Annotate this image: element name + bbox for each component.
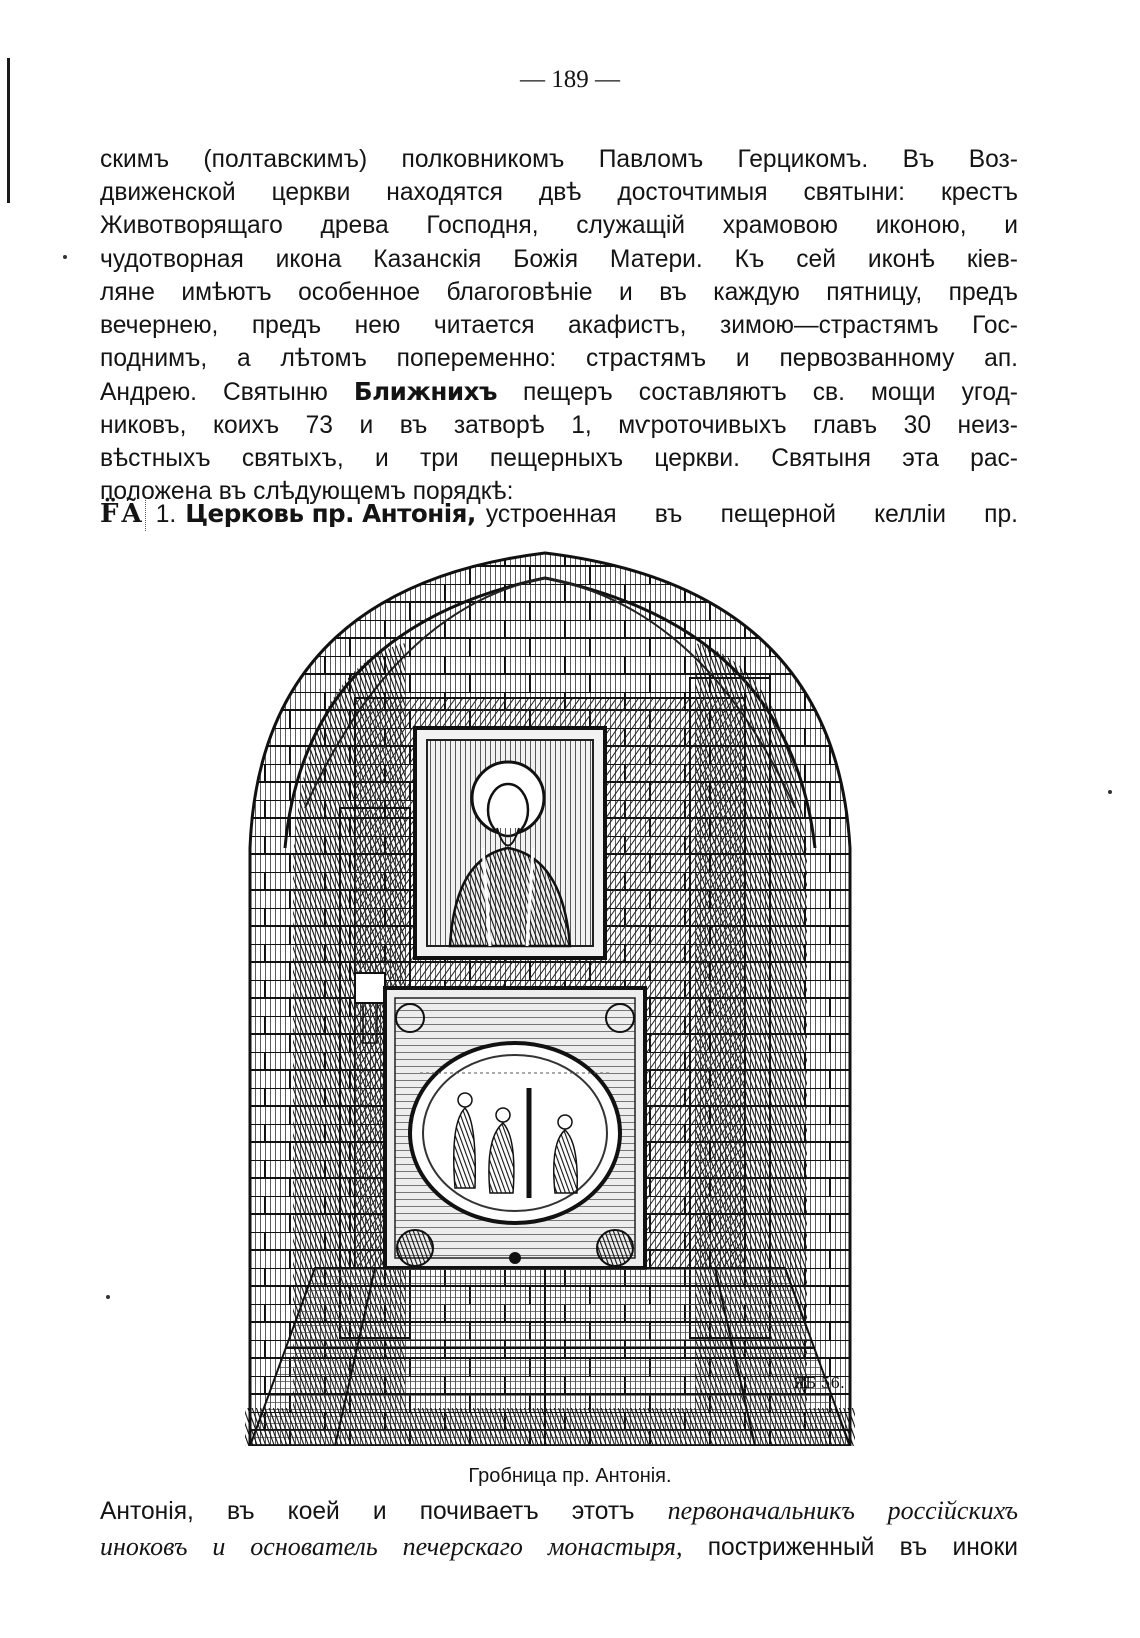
scan-speck: [106, 1295, 110, 1299]
text-line: положена въ слѣдующемъ порядкѣ:: [100, 477, 514, 505]
item-number: 1.: [155, 501, 177, 528]
text-run: пещеръ составляютъ св. мощи угод-: [523, 379, 1018, 407]
scan-speck: [63, 255, 67, 259]
text-line: [100, 1493, 1018, 1529]
figure-caption: Гробница пр. Антонiя.: [468, 1465, 672, 1487]
text-line: движенской церкви находятся двѣ досточтимыя святыни: крестъ: [100, 179, 1018, 207]
item-title: Церковь пр. Антонiя,: [185, 499, 476, 528]
text-line: скимъ (полтавскимъ) полковникомъ Павломъ Герцикомъ. Въ Воз-: [100, 146, 1018, 173]
engraver-signature: ЯБ 56.: [793, 1374, 845, 1392]
continuation-paragraph: [100, 1493, 1018, 1565]
item-text: устроенная въ пещерной келлiи пр.: [485, 501, 1018, 528]
text-line: ляне имѣютъ особенное благоговѣнiе и въ каждую пятницу, предъ: [100, 278, 1018, 306]
body-paragraph: [100, 143, 1018, 508]
text-line: вѣстныхъ святыхъ, и три пещерныхъ церкви. Святыня эта рас-: [100, 444, 1018, 472]
italic-phrase: иноковъ и основатель печерскаго монастыря,: [100, 1532, 683, 1561]
numbered-item: [100, 497, 1018, 531]
text-run: постриженный въ иноки: [707, 1534, 1018, 1561]
text-line: вечернею, предъ нею читается акафистъ, зимою—страстямъ Гос-: [100, 311, 1018, 339]
engraving-tomb-of-antony: [245, 548, 855, 1446]
margin-mark: F̈ Ã: [100, 498, 146, 531]
text-line: поднимъ, а лѣтомъ попеременно: страстямъ и первозванному ап.: [100, 345, 1018, 373]
text-line: Животворящаго древа Господня, служащій храмовою иконою, и: [100, 212, 1018, 240]
page-number: — 189 —: [520, 66, 620, 93]
scan-speck: [1108, 790, 1112, 794]
text-run: Антонiя, въ коей и почиваетъ этотъ: [100, 1498, 635, 1525]
text-line: [100, 1529, 1018, 1565]
bold-term-near-caves: Ближнихъ: [353, 377, 497, 407]
text-line: никовъ, коихъ 73 и въ затворѣ 1, мѵроточивыхъ главъ 30 неиз-: [100, 411, 1018, 439]
text-run: Андрею. Святыню: [100, 379, 328, 407]
text-line: чудотворная икона Казанскія Божія Матери. Къ сей иконѣ кiев-: [100, 245, 1018, 273]
italic-phrase: первоначальникъ россійскихъ: [667, 1496, 1018, 1525]
text-line: [100, 375, 1018, 408]
